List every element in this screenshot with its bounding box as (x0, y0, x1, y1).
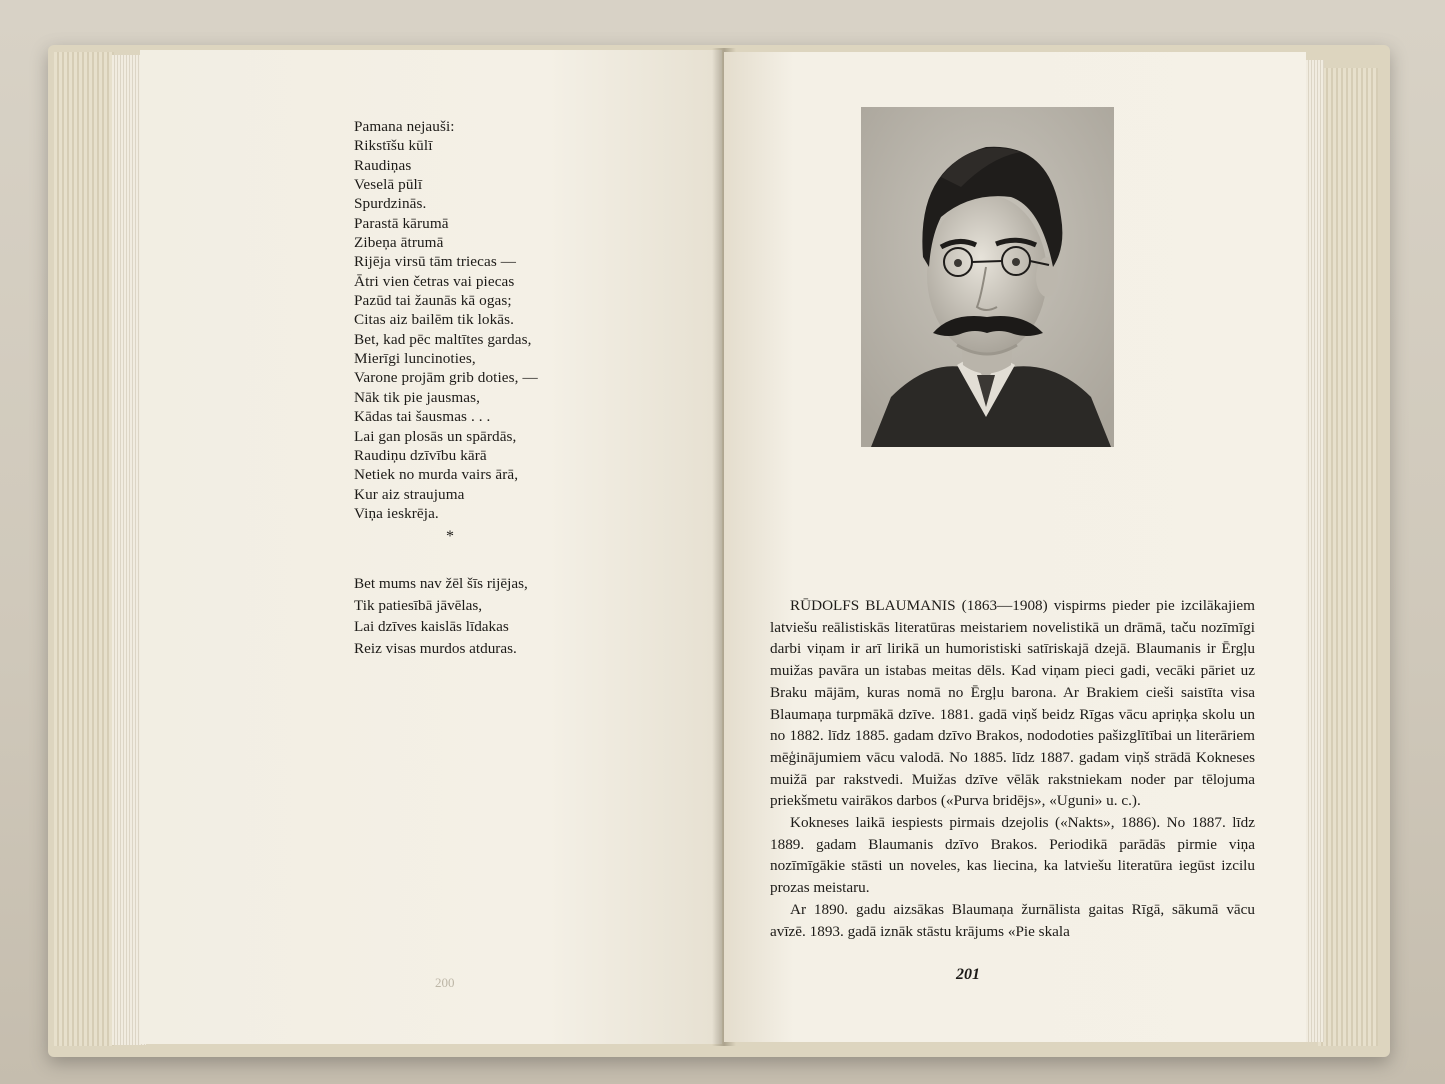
poem-line: Zibeņa ātrumā (354, 234, 444, 252)
poem-line: Nāk tik pie jausmas, (354, 388, 481, 406)
poem-line: Parastā kārumā (354, 214, 449, 232)
paragraph-1 (770, 595, 1255, 812)
poem-line: Reiz visas murdos atduras. (354, 639, 517, 657)
poem-line: Ātri vien četras vai piecas (354, 272, 515, 290)
right-page (724, 52, 1306, 1042)
author-name: RŪDOLFS BLAUMANIS (790, 597, 956, 614)
poem-line: Netiek no murda vairs ārā, (354, 466, 519, 484)
section-separator: * (446, 528, 454, 545)
poem-line: Bet mums nav žēl šīs rijējas, (354, 575, 528, 592)
poem-line: Mierīgi luncinoties, (354, 350, 476, 368)
poem-line: Rijēja virsū tām triecas — (354, 253, 517, 271)
right-page-number: 201 (956, 966, 980, 983)
poem-line: Lai dzīves kaislās līdakas (354, 618, 509, 635)
poem-line: Raudiņu dzīvību kārā (354, 446, 487, 464)
cover-edge-left (54, 52, 114, 1046)
poem-line: Kur aiz straujuma (354, 485, 465, 503)
author-portrait (861, 107, 1114, 447)
poem-line: Veselā pūlī (354, 176, 423, 194)
cover-edge-right (1318, 68, 1378, 1046)
poem-line: Pazūd tai žaunās kā ogas; (354, 292, 512, 310)
poem-line: Rikstīšu kūlī (354, 137, 433, 155)
poem-line: Spurdzinās. (354, 195, 427, 213)
poem-line: Raudiņas (354, 156, 412, 174)
paragraph-1-text: (1863—1908) vispirms pieder pie izcilākajiem latviešu reālistiskās literatūras meistariem novelistikā un drāmā, taču nozīmīgi darbi viņam ir arī lirikā un humoristiski satīriskajā dzejā. Blaumanis ir Ērgļu muižas pavāra un istabas meitas dēls. Kad viņam pieci gadi, vecāki pāriet uz Braku mājām, kuras nomā no Ērgļu barona. Ar Brakiem cieši saistīta visa Blaumaņa turpmākā dzīve. 1881. gadā viņš beidz Rīgas vācu apriņķa skolu un no 1882. līdz 1885. gadam dzīvo Brakos, nododoties pašizglītībai un literāriem mēģinājumiem vācu valodā. No 1885. līdz 1887. gadam viņš strādā Kokneses muižā par rakstvedi. Muižas dzīve vēlāk rakstniekam noder par tēlojuma priekšmetu vairākos darbos («Purva bridējs», «Uguni» u. c.). (770, 597, 1255, 810)
poem-line: Lai gan plosās un spārdās, (354, 427, 517, 445)
left-page (140, 50, 722, 1044)
poem-stanza-2 (354, 573, 694, 659)
poem-line: Pamana nejauši: (354, 118, 455, 135)
poem-line: Varone projām grib doties, — (354, 369, 538, 387)
biography-text (770, 595, 1255, 942)
left-page-number: 200 (435, 975, 455, 990)
poem-line: Kādas tai šausmas . . . (354, 408, 491, 426)
poem-line: Viņa ieskrēja. (354, 504, 439, 522)
poem-stanza-1 (354, 117, 694, 523)
paragraph-2: Kokneses laikā iespiests pirmais dzejolis («Nakts», 1886). No 1887. līdz 1889. gadam Blaumanis dzīvo Brakos. Periodikā parādās pirmie viņa nozīmīgākie stāsti un noveles, kas liecina, ka latviešu literatūra iegūst izcilu prozas meistaru. (770, 814, 1255, 897)
poem-line: Tik patiesībā jāvēlas, (354, 596, 483, 614)
paragraph-3: Ar 1890. gadu aizsākas Blaumaņa žurnālista gaitas Rīgā, sākumā vācu avīzē. 1893. gadā iznāk stāstu krājums «Pie skala (770, 900, 1255, 940)
poem-line: Bet, kad pēc maltītes gardas, (354, 330, 532, 348)
poem-line: Citas aiz bailēm tik lokās. (354, 311, 515, 329)
